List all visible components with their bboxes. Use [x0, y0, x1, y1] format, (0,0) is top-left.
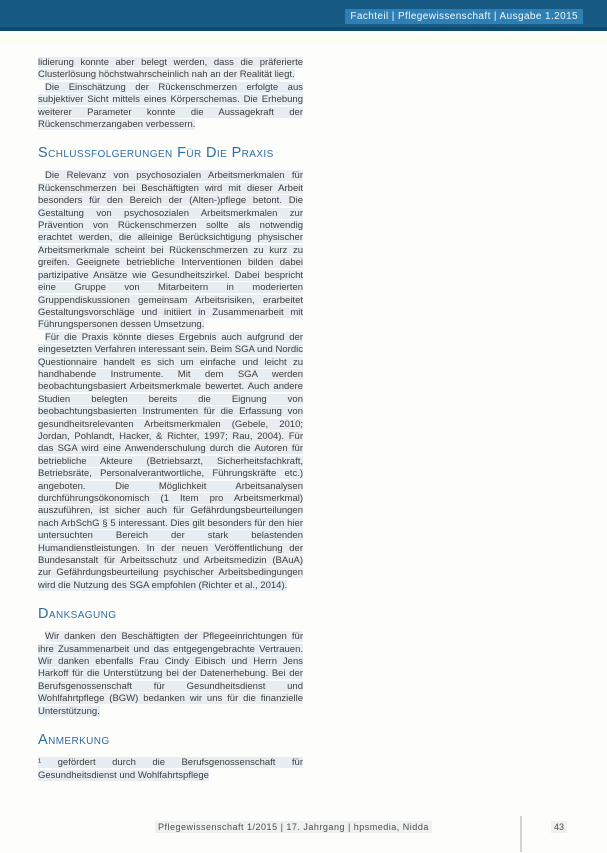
- paragraph: Für die Praxis könnte dieses Ergebnis auch aufgrund der eingesetzten Verfahren interessant sein. Beim SGA und Nordic Questionnaire handelt es sich um einfache und leicht zu handhabende Instrumente. Mit dem SGA werden beobachtungsbasiert Arbeitsmerkmale bewertet. Auch andere Studien belegten bereits die Eignung von beobachtungsbasierten Instrumenten für die Erfassung von gesundheitsrelevanten Arbeitsmerkmalen (Gebele, 2010; Jordan, Pohlandt, Hacker, & Richter, 1997; Rau, 2004). Für das SGA wird eine Anwenderschulung durch die Autoren für betriebliche Akteure (Betriebsarzt, Sicherheitsfachkraft, Betriebsräte, Personalverantwortliche, Führungskräfte etc.) angeboten. Die Möglichkeit Arbeitsanalysen durchführungsökonomisch (1 Item pro Arbeitsmerkmal) auszuführen, ist sicher auch für Gefährdungsbeurteilungen nach ArbSchG § 5 interessant. Dies gilt besonders für den hier untersuchten Bereich der stark belastenden Humandienstleistungen. In der neuen Veröffentlichung der Bundesanstalt für Arbeitsschutz und Arbeitsmedizin (BAuA) zur Gefährdungsbeurteilung psychischer Arbeitsbedingungen wird die Nutzung des SGA empfohlen (Richter et al., 2014).: [38, 331, 303, 591]
- footer-divider: [520, 816, 522, 852]
- article-column: [38, 57, 303, 782]
- page-footer: [0, 816, 607, 853]
- paragraph: lidierung konnte aber belegt werden, dass die präferierte Clusterlösung höchstwahrscheinlich nah an der Realität liegt.: [38, 57, 303, 81]
- section-title-note: Anmerkung: [38, 732, 110, 749]
- paragraph: Die Einschätzung der Rückenschmerzen erfolgte aus subjektiver Sicht mittels eines Körperschemas. Die Erhebung weiterer Parameter konnte die Aussagekraft der Rückenschmerzangaben verbessern.: [38, 81, 303, 131]
- paragraph: Wir danken den Beschäftigten der Pflegeeinrichtungen für ihre Zusammenarbeit und das entgegengebrachte Vertrauen. Wir danken ebenfalls Frau Cindy Eibisch und Herrn Jens Harkoff für die Unterstützung bei der Datenerhebung. Bei der Berufsgenossenschaft für Gesundheitsdienst und Wohlfahrtpflege (BGW) bedanken wir uns für die finanzielle Unterstützung.: [38, 631, 303, 717]
- footer-page-number: 43: [551, 821, 567, 833]
- header-journal-info: Fachteil | Pflegewissenschaft | Ausgabe 1.2015: [345, 9, 583, 24]
- section-title-conclusions: Schlussfolgerungen Für Die Praxis: [38, 145, 274, 162]
- intro-block: [38, 57, 303, 131]
- header-underline: [0, 35, 607, 43]
- page-header-bar: [0, 0, 607, 31]
- footer-journal-line: Pflegewissenschaft 1/2015 | 17. Jahrgang | hpsmedia, Nidda: [155, 821, 432, 833]
- paragraph: Die Relevanz von psychosozialen Arbeitsmerkmalen für Rückenschmerzen bei Beschäftigten wird mit dieser Arbeit besonders für den Bereich der (Alten-)pflege betont. Die Gestaltung von psychosozialen Arbeitsmerkmalen zur Prävention von Rückenschmerzen sollte als notwendig erachtet werden, die alleinige Berücksichtigung physischer Arbeitsmerkmale scheint bei Rückenschmerzen zu kurz zu greifen. Geeignete betriebliche Interventionen bilden dabei partizipative Ansätze wie Gesundheitszirkel. Dabei bespricht eine Gruppe von Mitarbeitern in moderierten Gruppendiskussionen gemeinsam Arbeitsrisiken, erarbeitet Gestaltungsvorschläge und initiiert in Zusammenarbeit mit Führungspersonen dessen Umsetzung.: [38, 170, 303, 331]
- section-title-acknowledgements: Danksagung: [38, 606, 117, 623]
- footnote-paragraph: ¹ gefördert durch die Berufsgenossenschaft für Gesundheitsdienst und Wohlfahrtspflege: [38, 757, 303, 781]
